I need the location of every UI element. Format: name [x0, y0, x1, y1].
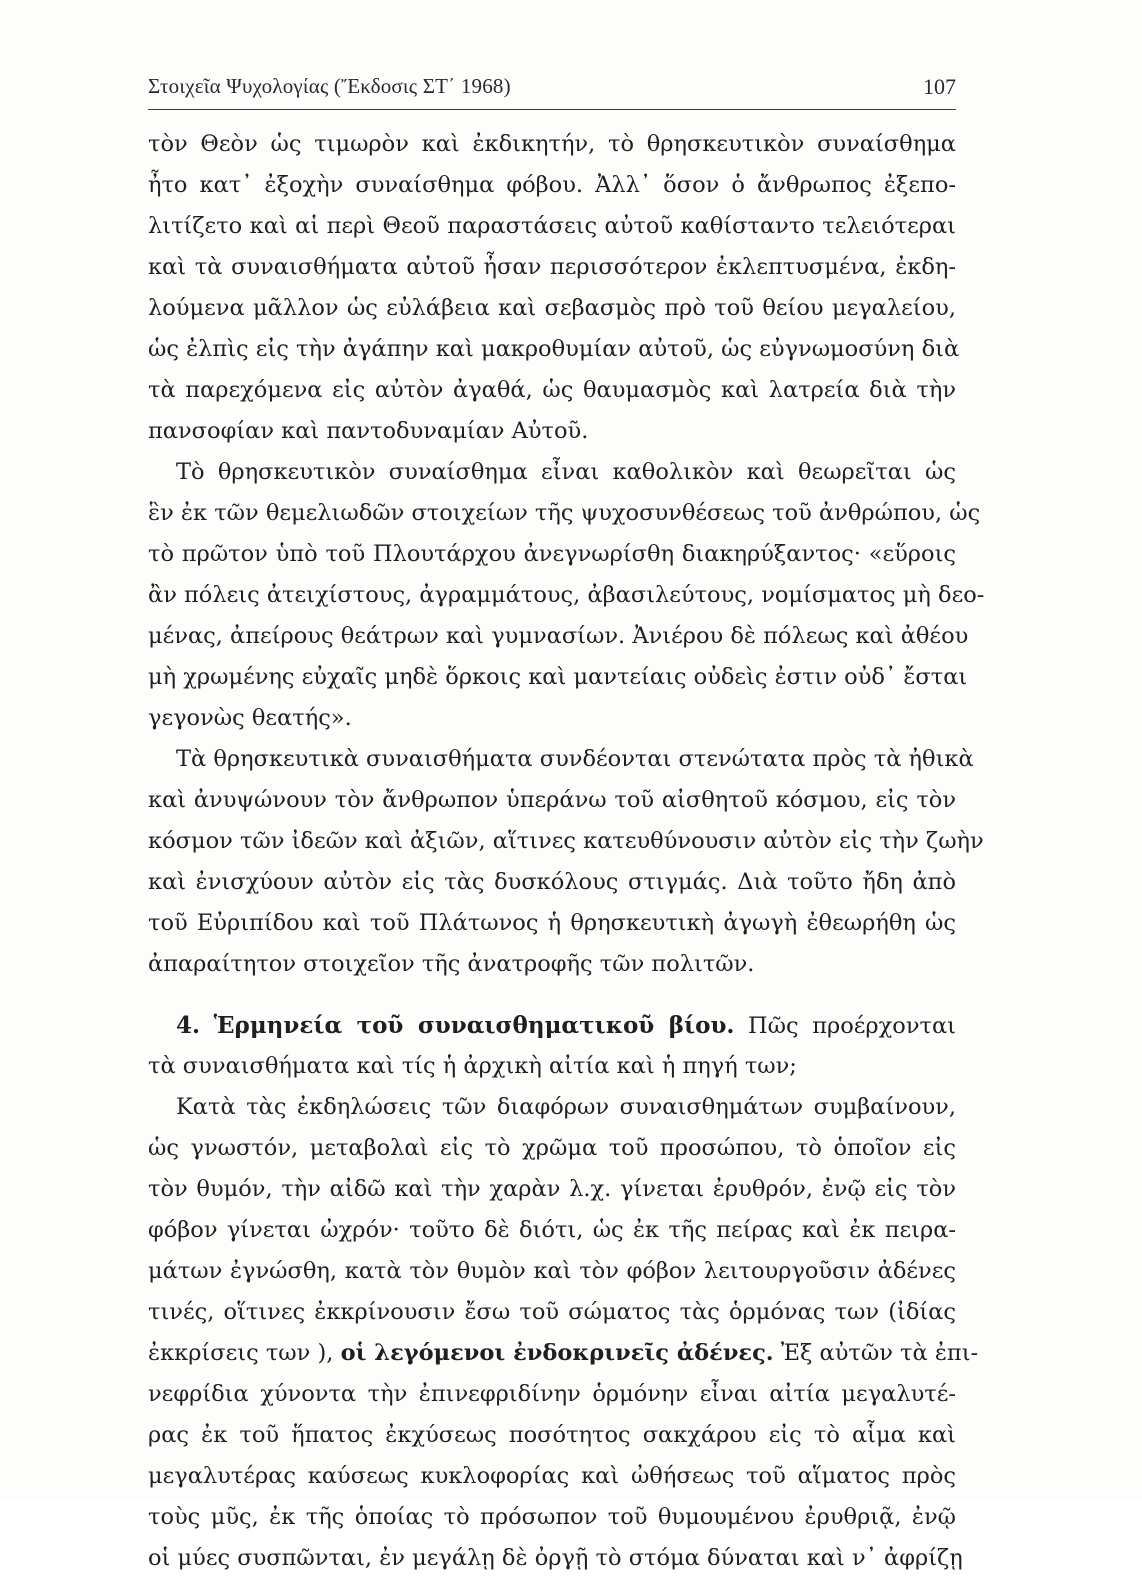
- text-line: γεγονὼς θεατής».: [148, 705, 352, 731]
- text-line: τὰ παρεχόμενα εἰς αὐτὸν ἀγαθά, ὡς θαυμασμὸς καὶ λατρεία διὰ τὴν: [148, 377, 956, 403]
- section-title: Ἑρμηνεία τοῦ συναισθηματικοῦ βίου.: [213, 1012, 735, 1039]
- text-line: ὡς γνωστόν, μεταβολαὶ εἰς τὸ χρῶμα τοῦ προσώπου, τὸ ὁποῖον εἰς: [148, 1135, 956, 1161]
- text-line: τὸν θυμόν, τὴν αἰδῶ καὶ τὴν χαρὰν λ.χ. γίνεται ἐρυθρόν, ἐνῷ εἰς τὸν: [148, 1176, 956, 1202]
- text-line: φόβον γίνεται ὠχρόν· τοῦτο δὲ διότι, ὡς ἐκ τῆς πείρας καὶ ἐκ πειρα-: [148, 1217, 956, 1243]
- text-line: ἂν πόλεις ἀτειχίστους, ἀγραμμάτους, ἀβασιλεύτους, νομίσματος μὴ δεο-: [148, 582, 985, 608]
- text-line: μένας, ἀπείρους θεάτρων καὶ γυμνασίων. Ἀνιέρου δὲ πόλεως καὶ ἀθέου: [148, 623, 969, 649]
- text-line: καὶ τὰ συναισθήματα αὐτοῦ ἦσαν περισσότερον ἐκλεπτυσμένα, ἐκδη-: [148, 254, 956, 280]
- header-title: Στοιχεῖα Ψυχολογίας (Ἔκδοσις ΣΤ΄ 1968): [148, 74, 511, 98]
- text-line: ρας ἐκ τοῦ ἥπατος ἐκχύσεως ποσότητος σακχάρου εἰς τὸ αἷμα καὶ: [148, 1422, 956, 1448]
- text-line: κόσμον τῶν ἰδεῶν καὶ ἀξιῶν, αἵτινες κατευθύνουσιν αὐτὸν εἰς τὴν ζωὴν: [148, 828, 984, 854]
- section-number: 4.: [176, 1012, 201, 1039]
- text-run: Ἐξ αὐτῶν τὰ ἐπι-: [780, 1340, 979, 1366]
- paragraph-1: [148, 124, 960, 452]
- text-line: λιτίζετο καὶ αἱ περὶ Θεοῦ παραστάσεις αὐτοῦ καθίσταντο τελειότεραι: [148, 213, 956, 239]
- text-line: μὴ χρωμένης εὐχαῖς μηδὲ ὅρκοις καὶ μαντείαις οὐδεὶς ἐστιν οὐδ᾿ ἔσται: [148, 664, 968, 690]
- text-line: [148, 1333, 979, 1374]
- text-line: Τὰ θρησκευτικὰ συναισθήματα συνδέονται στενώτατα πρὸς τὰ ἠθικὰ: [176, 746, 974, 772]
- text-line: τοῦ Εὐριπίδου καὶ τοῦ Πλάτωνος ἡ θρησκευτικὴ ἀγωγὴ ἐθεωρήθη ὡς: [148, 910, 956, 936]
- running-header: [148, 72, 956, 108]
- text-line: τὸ πρῶτον ὑπὸ τοῦ Πλουτάρχου ἀνεγνωρίσθη διακηρύξαντος· «εὕροις: [148, 541, 956, 567]
- header-rule: [148, 109, 956, 110]
- text-line: καὶ ἀνυψώνουν τὸν ἄνθρωπον ὑπεράνω τοῦ αἰσθητοῦ κόσμου, εἰς τὸν: [148, 787, 956, 813]
- section-title-rest: Πῶς προέρχονται: [748, 1013, 956, 1039]
- paragraph-2: [148, 452, 985, 739]
- text-line: ἀπαραίτητον στοιχεῖον τῆς ἀνατροφῆς τῶν πολιτῶν.: [148, 951, 755, 977]
- paragraph-3: [148, 739, 984, 985]
- bold-text-run: οἱ λεγόμενοι ἐνδοκρινεῖς ἀδένες.: [340, 1340, 774, 1366]
- text-line: Τὸ θρησκευτικὸν συναίσθημα εἶναι καθολικὸν καὶ θεωρεῖται ὡς: [176, 459, 956, 485]
- text-line: οἱ μύες συσπῶνται, ἐν μεγάλῃ δὲ ὀργῇ τὸ στόμα δύναται καὶ ν᾿ ἀφρίζῃ: [148, 1545, 963, 1571]
- paragraph-4: [148, 1087, 979, 1579]
- text-line: καὶ ἐνισχύουν αὐτὸν εἰς τὰς δυσκόλους στιγμάς. Διὰ τοῦτο ἤδη ἀπὸ: [148, 869, 956, 895]
- text-line: νεφρίδια χύνοντα τὴν ἐπινεφριδίνην ὁρμόνην εἶναι αἰτία μεγαλυτέ-: [148, 1381, 956, 1407]
- section-gap: [148, 985, 956, 1005]
- text-line: τοὺς μῦς, ἐκ τῆς ὁποίας τὸ πρόσωπον τοῦ θυμουμένου ἐρυθριᾷ, ἐνῷ: [148, 1504, 956, 1530]
- text-line: ἦτο κατ᾿ ἐξοχὴν συναίσθημα φόβου. Ἀλλ᾿ ὅσον ὁ ἄνθρωπος ἐξεπο-: [148, 172, 956, 198]
- text-line: μεγαλυτέρας καύσεως κυκλοφορίας καὶ ὠθήσεως τοῦ αἵματος πρὸς: [148, 1463, 956, 1489]
- page-number: 107: [923, 74, 956, 99]
- text-line: τὸν Θεὸν ὡς τιμωρὸν καὶ ἐκδικητήν, τὸ θρησκευτικὸν συναίσθημα: [148, 131, 956, 157]
- text-line: πανσοφίαν καὶ παντοδυναμίαν Αὐτοῦ.: [148, 418, 589, 444]
- text-line: λούμενα μᾶλλον ὡς εὐλάβεια καὶ σεβασμὸς πρὸ τοῦ θείου μεγαλείου,: [148, 295, 956, 321]
- text-line: τινές, οἵτινες ἐκκρίνουσιν ἔσω τοῦ σώματος τὰς ὁρμόνας των (ἰδίας: [148, 1299, 956, 1325]
- text-line: μάτων ἐγνώσθη, κατὰ τὸν θυμὸν καὶ τὸν φόβον λειτουργοῦσιν ἀδένες: [148, 1258, 956, 1284]
- text-line: Κατὰ τὰς ἐκδηλώσεις τῶν διαφόρων συναισθημάτων συμβαίνουν,: [176, 1094, 956, 1120]
- text-run: ἐκκρίσεις των ),: [148, 1340, 334, 1366]
- section-heading-line: [148, 1005, 956, 1046]
- text-line: ἓν ἐκ τῶν θεμελιωδῶν στοιχείων τῆς ψυχοσυνθέσεως τοῦ ἀνθρώπου, ὡς: [148, 500, 981, 526]
- body-text: [148, 124, 985, 1579]
- text-line: τὰ συναισθήματα καὶ τίς ἡ ἀρχικὴ αἰτία καὶ ἡ πηγή των;: [148, 1053, 797, 1079]
- text-line: ὡς ἐλπὶς εἰς τὴν ἀγάπην καὶ μακροθυμίαν αὐτοῦ, ὡς εὐγνωμοσύνη διὰ: [148, 336, 960, 362]
- section-4: [148, 1005, 956, 1087]
